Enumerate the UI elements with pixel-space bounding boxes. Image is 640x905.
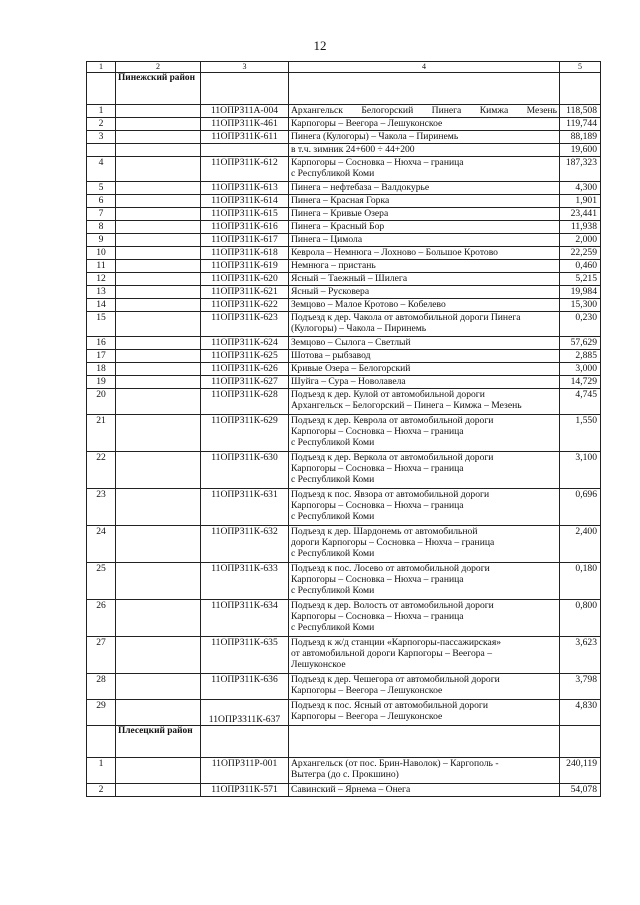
table-row — [87, 105, 601, 118]
table-row — [87, 452, 601, 489]
road-length-cell: 0,180 — [560, 563, 601, 600]
column-header-2: 2 — [116, 62, 201, 73]
empty-cell — [116, 144, 201, 157]
road-name-cell: Пинега – Красная Горка — [289, 195, 560, 208]
empty-cell — [116, 195, 201, 208]
section-title: Плесецкий район — [116, 726, 201, 758]
row-number-cell: 15 — [87, 312, 116, 337]
road-code-cell: 11ОПРЗ11К-625 — [201, 350, 289, 363]
empty-cell — [116, 131, 201, 144]
empty-cell — [116, 118, 201, 131]
empty-cell — [116, 208, 201, 221]
empty-cell — [116, 350, 201, 363]
row-number-cell: 4 — [87, 157, 116, 182]
table-row — [87, 674, 601, 700]
road-length-cell: 11,938 — [560, 221, 601, 234]
section-empty-cell — [87, 73, 116, 105]
road-name-cell: Подъезд к ж/д станции «Карпогоры-пассажирская» от автомобильной дороги Карпогоры – Веегора – Лешуконское — [289, 637, 560, 674]
road-code-cell: 11ОПРЗ11К-623 — [201, 312, 289, 337]
section-empty-cell — [201, 73, 289, 105]
road-name-cell: Подъезд к пос. Ясный от автомобильной дороги Карпогоры – Веегора – Лешуконское — [289, 700, 560, 726]
road-code-cell: 11ОПРЗ11К-611 — [201, 131, 289, 144]
empty-cell — [116, 299, 201, 312]
empty-cell — [116, 452, 201, 489]
table-row — [87, 758, 601, 784]
empty-cell — [116, 286, 201, 299]
column-number-header-row — [87, 62, 601, 73]
road-name-cell: Подъезд к пос. Явзора от автомобильной дороги Карпогоры – Сосновка – Нюхча – граница с Республикой Коми — [289, 489, 560, 526]
road-code-cell — [201, 144, 289, 157]
row-number-cell: 22 — [87, 452, 116, 489]
road-code-cell: 11ОПРЗ11К-633 — [201, 563, 289, 600]
table-row — [87, 363, 601, 376]
table-row — [87, 221, 601, 234]
section-empty-cell — [87, 726, 116, 758]
table-row — [87, 144, 601, 157]
table-row — [87, 350, 601, 363]
section-empty-cell — [289, 726, 560, 758]
table-row — [87, 208, 601, 221]
row-number-cell: 12 — [87, 273, 116, 286]
road-code-cell: 11ОПРЗ11К-630 — [201, 452, 289, 489]
road-name-cell: Карпогоры – Веегора – Лешуконское — [289, 118, 560, 131]
empty-cell — [116, 337, 201, 350]
road-code-cell: 11ОПРЗ11К-612 — [201, 157, 289, 182]
section-header-row — [87, 73, 601, 105]
road-name-cell: Подъезд к дер. Чакола от автомобильной дороги Пинега (Кулогоры) – Чакола – Пиринемь — [289, 312, 560, 337]
road-length-cell: 19,984 — [560, 286, 601, 299]
road-name-cell: Земцово – Сылога – Светлый — [289, 337, 560, 350]
road-name-cell: Земцово – Малое Кротово – Кобелево — [289, 299, 560, 312]
roads-table-body — [87, 62, 601, 797]
row-number-cell: 20 — [87, 389, 116, 415]
column-header-4: 4 — [289, 62, 560, 73]
road-name-cell: Карпогоры – Сосновка – Нюхча – граница с Республикой Коми — [289, 157, 560, 182]
road-name-cell: Подъезд к дер. Шардонемь от автомобильной дороги Карпогоры – Сосновка – Нюхча – граница с Республикой Коми — [289, 526, 560, 563]
road-name-cell: Кривые Озера – Белогорский — [289, 363, 560, 376]
table-row — [87, 526, 601, 563]
road-name-cell: Подъезд к дер. Волость от автомобильной дороги Карпогоры – Сосновка – Нюхча – граница с Республикой Коми — [289, 600, 560, 637]
empty-cell — [116, 489, 201, 526]
road-code-cell: 11ОПРЗ11А-004 — [201, 105, 289, 118]
table-row — [87, 260, 601, 273]
road-code-cell: 11ОПРЗ11К-461 — [201, 118, 289, 131]
row-number-cell: 10 — [87, 247, 116, 260]
road-code-cell: 11ОПРЗ11К-629 — [201, 415, 289, 452]
row-number-cell: 1 — [87, 758, 116, 784]
empty-cell — [116, 312, 201, 337]
road-length-cell: 187,323 — [560, 157, 601, 182]
table-row — [87, 299, 601, 312]
empty-cell — [116, 389, 201, 415]
row-number-cell: 27 — [87, 637, 116, 674]
road-name-cell: Подъезд к дер. Кеврола от автомобильной дороги Карпогоры – Сосновка – Нюхча – граница с Республикой Коми — [289, 415, 560, 452]
road-code-cell: 11ОПРЗ11К-631 — [201, 489, 289, 526]
section-empty-cell — [560, 726, 601, 758]
table-row — [87, 312, 601, 337]
row-number-cell: 7 — [87, 208, 116, 221]
row-number-cell: 5 — [87, 182, 116, 195]
row-number-cell: 23 — [87, 489, 116, 526]
table-row — [87, 784, 601, 797]
road-length-cell: 5,215 — [560, 273, 601, 286]
table-row — [87, 234, 601, 247]
empty-cell — [116, 700, 201, 726]
empty-cell — [116, 260, 201, 273]
road-length-cell: 22,259 — [560, 247, 601, 260]
empty-cell — [116, 182, 201, 195]
road-length-cell: 119,744 — [560, 118, 601, 131]
row-number-cell: 19 — [87, 376, 116, 389]
road-code-cell: 11ОПРЗЗ11К-637 — [201, 700, 289, 726]
road-code-cell: 11ОПРЗ11К-627 — [201, 376, 289, 389]
road-name-cell: Немнюга – пристань — [289, 260, 560, 273]
row-number-cell: 17 — [87, 350, 116, 363]
empty-cell — [116, 674, 201, 700]
table-row — [87, 157, 601, 182]
road-name-cell: Пинега – Кривые Озера — [289, 208, 560, 221]
road-name-cell: Подъезд к дер. Чешегора от автомобильной дороги Карпогоры – Веегора – Лешуконское — [289, 674, 560, 700]
section-header-row — [87, 726, 601, 758]
section-empty-cell — [289, 73, 560, 105]
table-row — [87, 415, 601, 452]
road-length-cell: 23,441 — [560, 208, 601, 221]
column-header-5: 5 — [560, 62, 601, 73]
road-length-cell: 57,629 — [560, 337, 601, 350]
road-name-cell: Шотова – рыбзавод — [289, 350, 560, 363]
road-code-cell: 11ОПРЗ11К-635 — [201, 637, 289, 674]
row-number-cell: 13 — [87, 286, 116, 299]
empty-cell — [116, 415, 201, 452]
road-name-cell: Ясный – Русковера — [289, 286, 560, 299]
row-number-cell: 28 — [87, 674, 116, 700]
empty-cell — [116, 157, 201, 182]
roads-table — [86, 61, 601, 797]
road-length-cell: 240,119 — [560, 758, 601, 784]
table-row — [87, 273, 601, 286]
road-code-cell: 11ОПРЗ11К-628 — [201, 389, 289, 415]
road-code-cell: 11ОПРЗ11К-618 — [201, 247, 289, 260]
road-length-cell: 3,100 — [560, 452, 601, 489]
road-length-cell: 1,901 — [560, 195, 601, 208]
table-row — [87, 637, 601, 674]
empty-cell — [116, 221, 201, 234]
road-code-cell: 11ОПРЗ11К-634 — [201, 600, 289, 637]
road-code-cell: 11ОПРЗ11К-620 — [201, 273, 289, 286]
road-name-cell: Архангельск Белогорский Пинега Кимжа Мезень — [289, 105, 560, 118]
road-length-cell: 2,400 — [560, 526, 601, 563]
empty-cell — [116, 363, 201, 376]
road-length-cell: 0,696 — [560, 489, 601, 526]
table-row — [87, 700, 601, 726]
empty-cell — [116, 758, 201, 784]
row-number-cell: 21 — [87, 415, 116, 452]
road-length-cell: 4,300 — [560, 182, 601, 195]
road-length-cell: 118,508 — [560, 105, 601, 118]
road-length-cell: 1,550 — [560, 415, 601, 452]
road-length-cell: 0,230 — [560, 312, 601, 337]
empty-cell — [116, 273, 201, 286]
table-row — [87, 563, 601, 600]
road-code-cell: 11ОПРЗ11К-622 — [201, 299, 289, 312]
road-code-cell: 11ОПРЗ11К-614 — [201, 195, 289, 208]
road-length-cell: 19,600 — [560, 144, 601, 157]
road-code-cell: 11ОПРЗ11К-626 — [201, 363, 289, 376]
row-number-cell: 6 — [87, 195, 116, 208]
road-name-cell: Савинский – Ярнема – Онега — [289, 784, 560, 797]
row-number-cell: 16 — [87, 337, 116, 350]
road-length-cell: 0,800 — [560, 600, 601, 637]
table-row — [87, 600, 601, 637]
row-number-cell: 26 — [87, 600, 116, 637]
road-code-cell: 11ОПРЗ11Р-001 — [201, 758, 289, 784]
road-length-cell: 0,460 — [560, 260, 601, 273]
empty-cell — [116, 784, 201, 797]
empty-cell — [116, 376, 201, 389]
road-length-cell: 15,300 — [560, 299, 601, 312]
table-row — [87, 489, 601, 526]
row-number-cell: 24 — [87, 526, 116, 563]
road-name-cell: Подъезд к дер. Верколa от автомобильной дороги Карпогоры – Сосновка – Нюхча – граница с Республикой Коми — [289, 452, 560, 489]
road-code-cell: 11ОПРЗ11К-616 — [201, 221, 289, 234]
road-name-cell: Пинега – нефтебаза – Валдокурье — [289, 182, 560, 195]
column-header-1: 1 — [87, 62, 116, 73]
table-row — [87, 247, 601, 260]
row-number-cell: 3 — [87, 131, 116, 144]
road-length-cell: 14,729 — [560, 376, 601, 389]
table-row — [87, 337, 601, 350]
empty-cell — [116, 234, 201, 247]
road-code-cell: 11ОПРЗ11К-613 — [201, 182, 289, 195]
column-header-3: 3 — [201, 62, 289, 73]
road-name-cell: Шуйга – Сура – Новолавела — [289, 376, 560, 389]
road-length-cell: 3,798 — [560, 674, 601, 700]
row-number-cell: 18 — [87, 363, 116, 376]
road-code-cell: 11ОПРЗ11К-615 — [201, 208, 289, 221]
empty-cell — [116, 247, 201, 260]
empty-cell — [116, 105, 201, 118]
empty-cell — [116, 563, 201, 600]
road-name-cell: Пинега – Цимола — [289, 234, 560, 247]
road-code-cell: 11ОПРЗ11К-619 — [201, 260, 289, 273]
section-empty-cell — [201, 726, 289, 758]
road-length-cell: 88,189 — [560, 131, 601, 144]
road-code-cell: 11ОПРЗ11К-636 — [201, 674, 289, 700]
row-number-cell: 29 — [87, 700, 116, 726]
road-code-cell: 11ОПРЗ11К-632 — [201, 526, 289, 563]
table-row — [87, 376, 601, 389]
row-number-cell: 11 — [87, 260, 116, 273]
table-row — [87, 286, 601, 299]
road-length-cell: 3,000 — [560, 363, 601, 376]
road-code-cell: 11ОПРЗ11К-621 — [201, 286, 289, 299]
road-name-cell: Пинега – Красный Бор — [289, 221, 560, 234]
road-name-cell: Архангельск (от пос. Брин-Наволок) – Каргополь - Вытегра (до с. Прокшино) — [289, 758, 560, 784]
road-length-cell: 2,000 — [560, 234, 601, 247]
road-length-cell: 4,830 — [560, 700, 601, 726]
table-row — [87, 195, 601, 208]
row-number-cell — [87, 144, 116, 157]
row-number-cell: 25 — [87, 563, 116, 600]
empty-cell — [116, 600, 201, 637]
page-number: 12 — [313, 38, 327, 53]
table-row — [87, 118, 601, 131]
road-length-cell: 2,885 — [560, 350, 601, 363]
empty-cell — [116, 526, 201, 563]
table-row — [87, 389, 601, 415]
section-empty-cell — [560, 73, 601, 105]
table-row — [87, 131, 601, 144]
empty-cell — [116, 637, 201, 674]
row-number-cell: 2 — [87, 784, 116, 797]
row-number-cell: 9 — [87, 234, 116, 247]
section-title: Пинежский район — [116, 73, 201, 105]
road-name-cell: в т.ч. зимник 24+600 ÷ 44+200 — [289, 144, 560, 157]
road-name-cell: Ясный – Таежный – Шилега — [289, 273, 560, 286]
row-number-cell: 14 — [87, 299, 116, 312]
row-number-cell: 2 — [87, 118, 116, 131]
road-name-cell: Подъезд к дер. Кулой от автомобильной дороги Архангельск – Белогорский – Пинега – Кимжа – Мезень — [289, 389, 560, 415]
road-name-cell: Пинега (Кулогоры) – Чакола – Пиринемь — [289, 131, 560, 144]
row-number-cell: 1 — [87, 105, 116, 118]
road-length-cell: 4,745 — [560, 389, 601, 415]
road-code-cell: 11ОПРЗ11К-617 — [201, 234, 289, 247]
road-code-cell: 11ОПРЗ11К-624 — [201, 337, 289, 350]
road-name-cell: Кеврола – Немнюга – Лохново – Большое Кротово — [289, 247, 560, 260]
road-length-cell: 3,623 — [560, 637, 601, 674]
road-code-cell: 11ОПРЗ11К-571 — [201, 784, 289, 797]
row-number-cell: 8 — [87, 221, 116, 234]
road-name-cell: Подъезд к пос. Лосево от автомобильной дороги Карпогоры – Сосновка – Нюхча – граница с Республикой Коми — [289, 563, 560, 600]
road-length-cell: 54,078 — [560, 784, 601, 797]
table-row — [87, 182, 601, 195]
